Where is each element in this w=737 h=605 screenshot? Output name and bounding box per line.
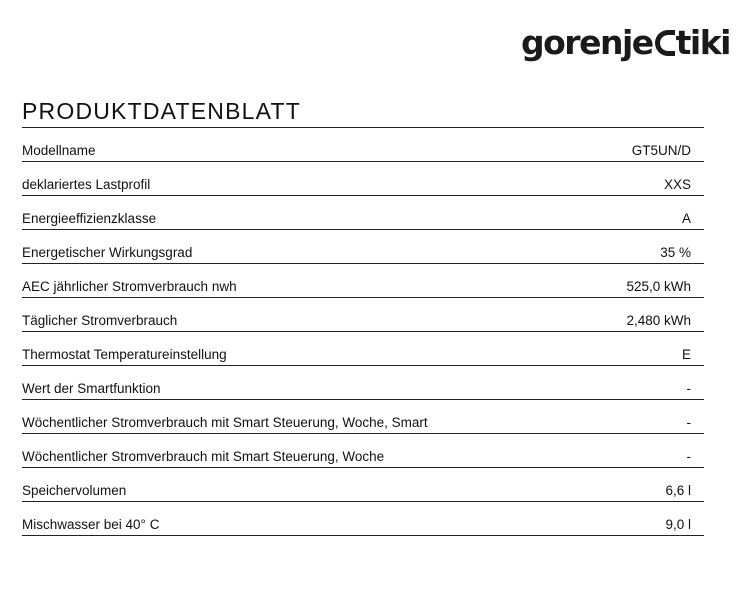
table-row xyxy=(22,128,704,162)
row-label: deklariertes Lastprofil xyxy=(22,177,151,192)
row-value: 525,0 kWh xyxy=(626,279,691,294)
row-label: Modellname xyxy=(22,143,96,158)
table-row xyxy=(22,196,704,230)
row-value: 9,0 l xyxy=(665,517,691,532)
row-label: Täglicher Stromverbrauch xyxy=(22,313,178,328)
row-value: - xyxy=(686,381,691,396)
table-row xyxy=(22,264,704,298)
logo-swoosh-icon xyxy=(655,30,675,56)
table-row xyxy=(22,230,704,264)
row-label: Wöchentlicher Stromverbrauch mit Smart Steuerung, Woche, Smart xyxy=(22,415,428,430)
row-value: 35 % xyxy=(660,245,691,260)
row-value: - xyxy=(686,449,691,464)
table-row xyxy=(22,366,704,400)
row-label: Thermostat Temperatureinstellung xyxy=(22,347,227,362)
row-label: AEC jährlicher Stromverbrauch nwh xyxy=(22,279,237,294)
table-row xyxy=(22,434,704,468)
row-label: Energetischer Wirkungsgrad xyxy=(22,245,193,260)
row-label: Wert der Smartfunktion xyxy=(22,381,161,396)
row-value: GT5UN/D xyxy=(631,143,691,158)
table-row xyxy=(22,502,704,536)
row-value: A xyxy=(681,211,691,226)
row-value: 6,6 l xyxy=(665,483,691,498)
table-row xyxy=(22,332,704,366)
logo-text-tiki: tiki xyxy=(675,23,730,62)
table-row xyxy=(22,468,704,502)
row-value: XXS xyxy=(663,177,691,192)
product-data-table xyxy=(22,128,704,536)
row-value: E xyxy=(681,347,691,362)
logo-text-gorenje: gorenje xyxy=(521,23,653,62)
brand-logo xyxy=(521,20,730,62)
row-label: Energieeffizienzklasse xyxy=(22,211,157,226)
row-value: 2,480 kWh xyxy=(626,313,691,328)
table-row xyxy=(22,400,704,434)
row-label: Mischwasser bei 40° C xyxy=(22,517,160,532)
document-title: PRODUKTDATENBLATT xyxy=(22,98,301,124)
row-value: - xyxy=(686,415,691,430)
row-label: Wöchentlicher Stromverbrauch mit Smart Steuerung, Woche xyxy=(22,449,385,464)
table-row xyxy=(22,162,704,196)
row-label: Speichervolumen xyxy=(22,483,127,498)
table-row xyxy=(22,298,704,332)
